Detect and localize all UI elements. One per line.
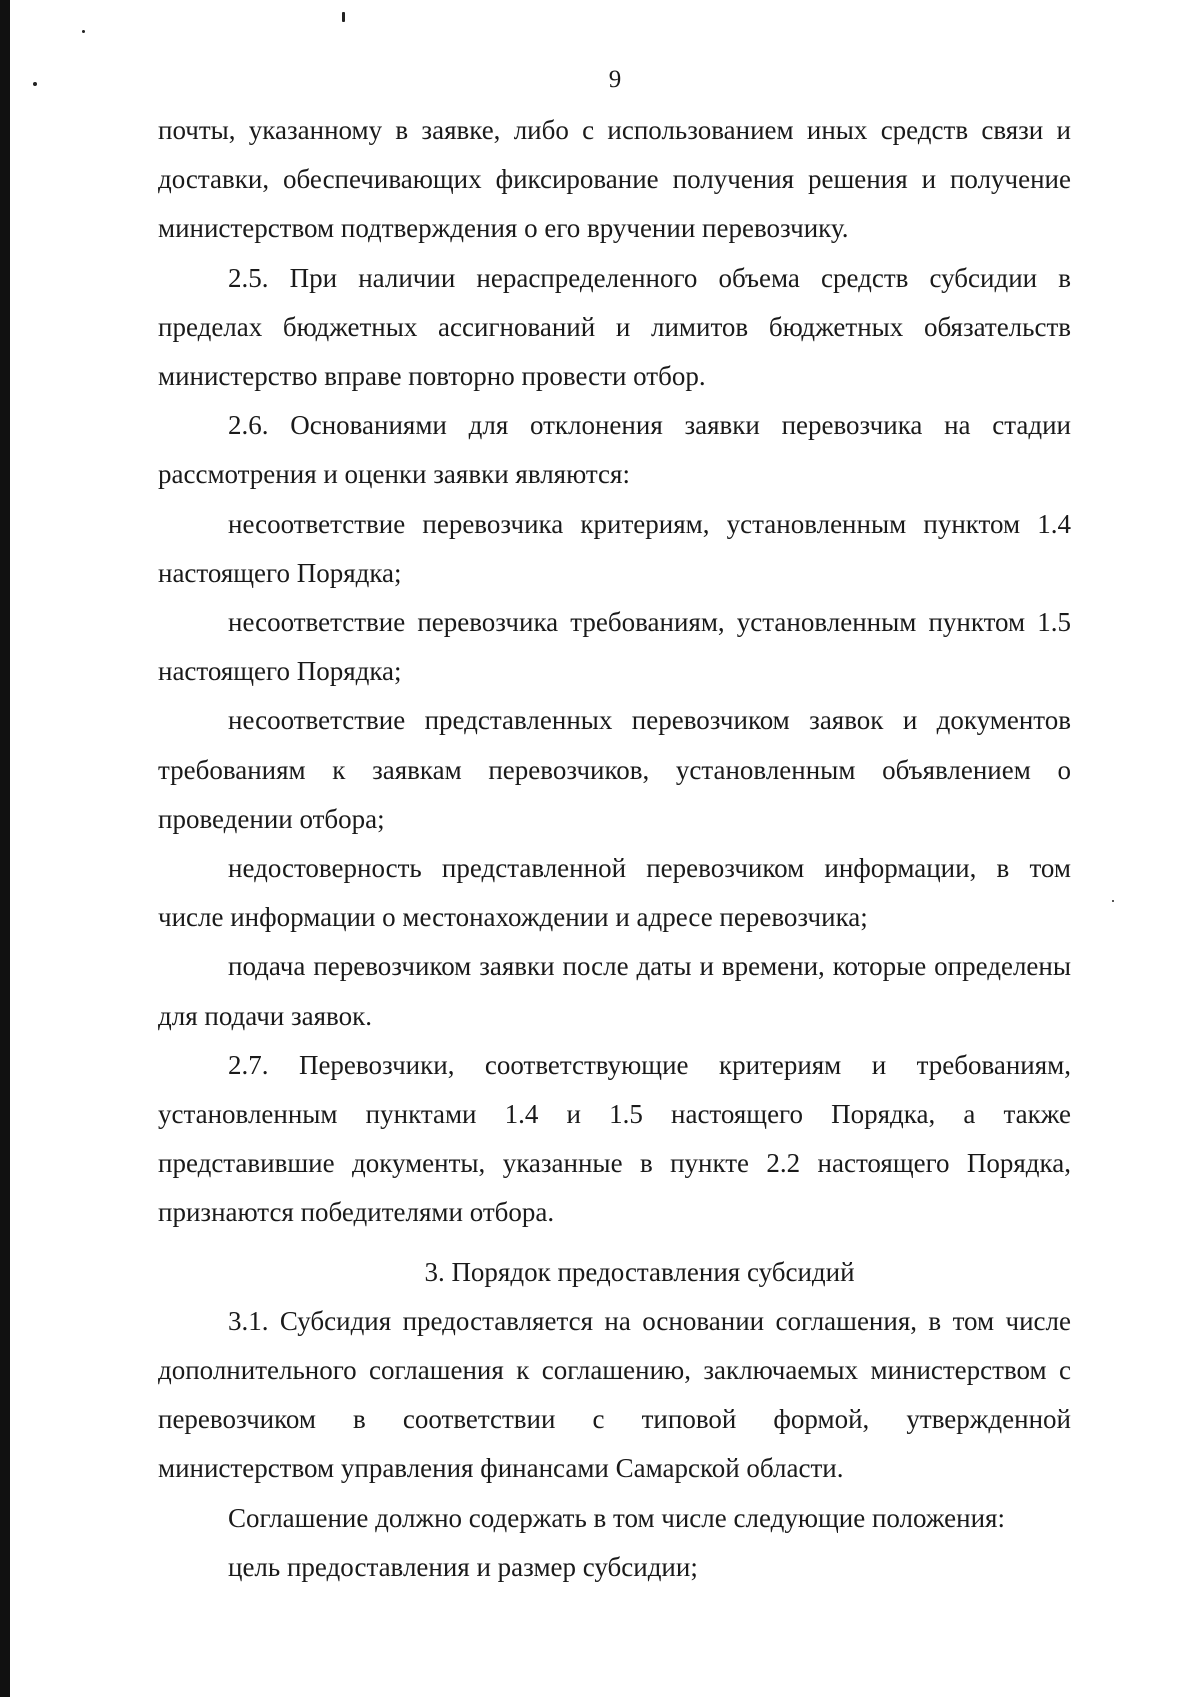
page-number: 9 [608,66,622,93]
paragraph: 3.1. Субсидия предоставляется на основании соглашения, в том числе дополнительного соглашения к соглашению, заключаемых министерством с перевозчиком в соответствии с типовой формой, утвержденной министерством управления финансами Самарской области. [158,1305,1071,1484]
scan-speck [82,30,85,33]
list-item: несоответствие перевозчика критериям, установленным пунктом 1.4 настоящего Порядка; [158,508,1071,588]
section-heading: 3. Порядок предоставления субсидий [424,1256,855,1287]
list-item: несоответствие представленных перевозчиком заявок и документов требованиям к заявкам перевозчиков, установленным объявлением о проведении отбора; [158,705,1071,834]
list-item: недостоверность представленной перевозчиком информации, в том числе информации о местонахождении и адресе перевозчика; [158,853,1071,933]
paragraph: Соглашение должно содержать в том числе следующие положения: [228,1502,1005,1533]
document-body [158,106,1071,1592]
paragraph: почты, указанному в заявке, либо с использованием иных средств связи и доставки, обеспечивающих фиксирование получения решения и получение министерством подтверждения о его вручении перевозчику. [158,115,1071,244]
scan-edge [0,0,10,1697]
list-item: несоответствие перевозчика требованиям, установленным пунктом 1.5 настоящего Порядка; [158,607,1071,687]
list-item: подача перевозчиком заявки после даты и времени, которые определены для подачи заявок. [158,951,1071,1031]
list-item: цель предоставления и размер субсидии; [228,1551,698,1582]
paragraph: 2.7. Перевозчики, соответствующие критериям и требованиям, установленным пунктами 1.4 и 1.5 настоящего Порядка, а также представившие документы, указанные в пункте 2.2 настоящего Порядка, признаются победителями отбора. [158,1049,1071,1228]
paragraph: 2.5. При наличии нераспределенного объема средств субсидии в пределах бюджетных ассигнований и лимитов бюджетных обязательств министерство вправе повторно провести отбор. [158,262,1071,392]
scan-speck [1112,900,1114,902]
paragraph: 2.6. Основаниями для отклонения заявки перевозчика на стадии рассмотрения и оценки заявки являются: [158,410,1071,490]
scan-speck [342,12,345,22]
